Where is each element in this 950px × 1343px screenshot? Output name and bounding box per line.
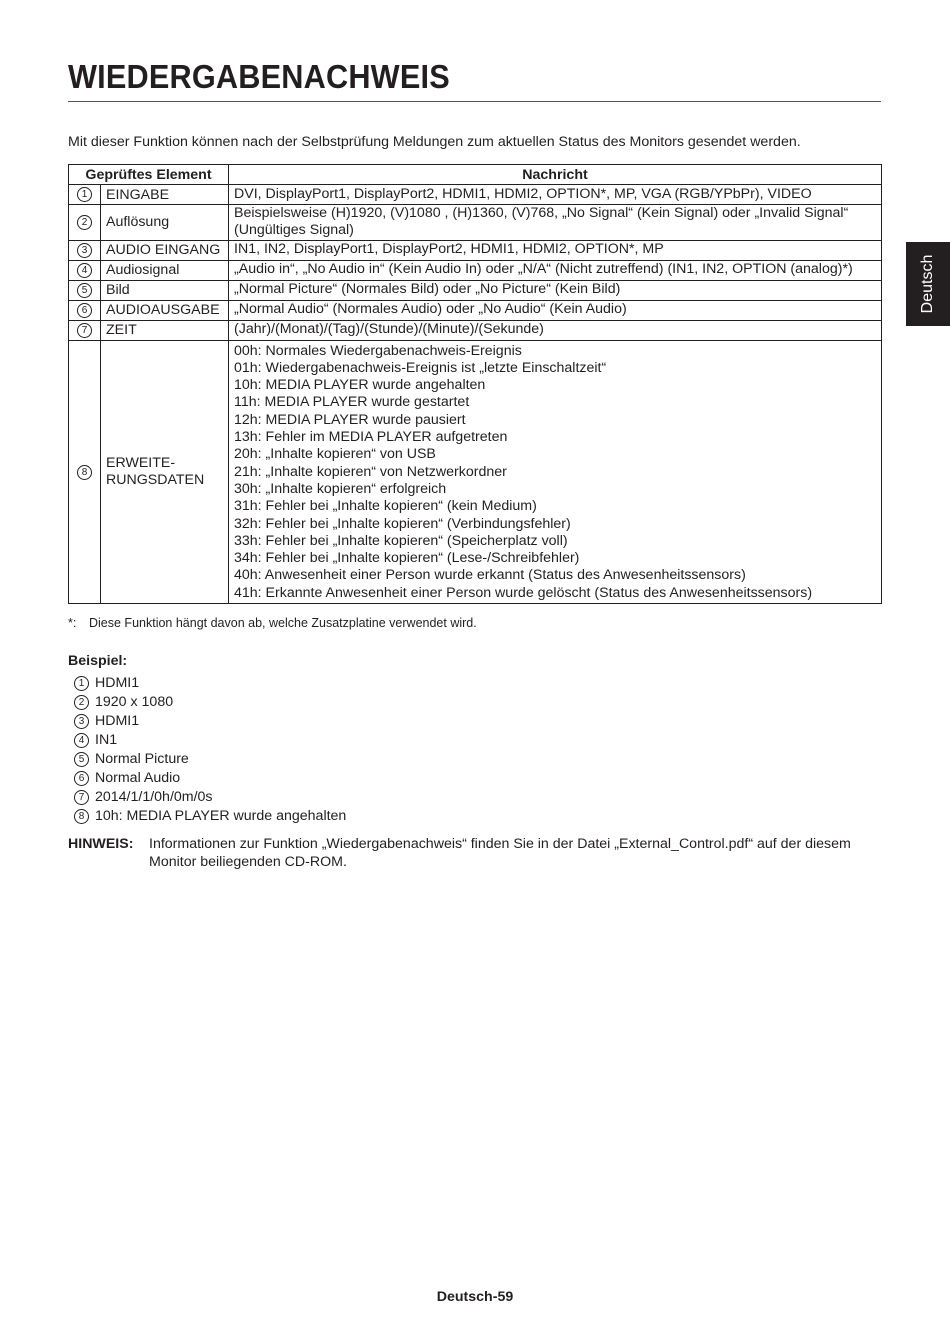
footnote-text: Diese Funktion hängt davon ab, welche Zusatzplatine verwendet wird. [89, 616, 477, 630]
list-item [74, 750, 346, 769]
row-element: Audiosignal [101, 260, 229, 280]
row-number-badge: 6 [77, 303, 92, 318]
list-item: 34h: Fehler bei „Inhalte kopieren“ (Lese-/Schreibfehler) [234, 550, 580, 567]
proof-of-play-table [68, 164, 882, 604]
row-number-badge: 8 [77, 465, 92, 480]
row-element: ERWEITE- RUNGSDATEN [101, 340, 229, 603]
list-item: 41h: Erkannte Anwesenheit einer Person wurde gelöscht (Status des Anwesenheitssensors) [234, 584, 813, 601]
row-number [69, 240, 101, 260]
language-tab [906, 242, 950, 326]
list-item: 32h: Fehler bei „Inhalte kopieren“ (Verbindungsfehler) [234, 515, 571, 532]
list-item: 30h: „Inhalte kopieren“ erfolgreich [234, 480, 447, 497]
page-title: WIEDERGABENACHWEIS [68, 58, 450, 95]
row-number [69, 320, 101, 340]
row-number-badge: 1 [77, 187, 92, 202]
item-text: Normal Picture [95, 751, 189, 767]
item-number-badge: 3 [74, 714, 89, 729]
list-item: 11h: MEDIA PLAYER wurde gestartet [234, 394, 470, 411]
list-item: 31h: Fehler bei „Inhalte kopieren“ (kein Medium) [234, 498, 537, 515]
row-message: DVI, DisplayPort1, DisplayPort2, HDMI1, HDMI2, OPTION*, MP, VGA (RGB/YPbPr), VIDEO [229, 185, 882, 205]
list-item [74, 693, 346, 712]
item-number-badge: 2 [74, 695, 89, 710]
item-text: HDMI1 [95, 713, 140, 729]
row-message: Beispielsweise (H)1920, (V)1080 , (H)1360, (V)768, „No Signal“ (Kein Signal) oder „Invalid Signal“ (Ungültiges Signal) [229, 205, 882, 241]
list-item [74, 674, 346, 693]
row-number [69, 260, 101, 280]
row-message: „Normal Audio“ (Normales Audio) oder „No Audio“ (Kein Audio) [229, 300, 882, 320]
table-row-extended [69, 340, 882, 603]
list-item [74, 769, 346, 788]
row-number-badge: 7 [77, 323, 92, 338]
row-number [69, 205, 101, 241]
extended-messages [229, 340, 882, 603]
item-number-badge: 1 [74, 676, 89, 691]
list-item: 40h: Anwesenheit einer Person wurde erkannt (Status des Anwesenheitssensors) [234, 567, 746, 584]
page-number: Deutsch-59 [436, 1289, 514, 1305]
item-text: IN1 [95, 732, 118, 748]
row-number-badge: 4 [77, 263, 92, 278]
table-row [69, 320, 882, 340]
table-row [69, 300, 882, 320]
item-number-badge: 8 [74, 809, 89, 824]
row-element: ZEIT [101, 320, 229, 340]
item-text: 10h: MEDIA PLAYER wurde angehalten [95, 808, 347, 824]
list-item [74, 731, 346, 750]
row-element: Bild [101, 280, 229, 300]
note-label: HINWEIS: [68, 836, 134, 852]
item-number-badge: 7 [74, 790, 89, 805]
row-number [69, 300, 101, 320]
list-item: 00h: Normales Wiedergabenachweis-Ereignis [234, 342, 522, 359]
list-item: 21h: „Inhalte kopieren“ von Netzwerkordner [234, 463, 507, 480]
item-number-badge: 6 [74, 771, 89, 786]
row-element: AUDIO EINGANG [101, 240, 229, 260]
note-text: Informationen zur Funktion „Wiedergabenachweis“ finden Sie in der Datei „External_Control.pdf“ auf der diesem Monitor beiliegenden CD-ROM. [149, 836, 851, 870]
row-number [69, 185, 101, 205]
row-number-badge: 5 [77, 283, 92, 298]
title-divider [68, 101, 881, 102]
language-tab-label: Deutsch [919, 254, 936, 314]
row-message: IN1, IN2, DisplayPort1, DisplayPort2, HDMI1, HDMI2, OPTION*, MP [229, 240, 882, 260]
row-message: „Normal Picture“ (Normales Bild) oder „No Picture“ (Kein Bild) [229, 280, 882, 300]
table-row [69, 260, 882, 280]
footnote [68, 616, 477, 630]
row-number-badge: 2 [77, 215, 92, 230]
list-item: 20h: „Inhalte kopieren“ von USB [234, 446, 436, 463]
row-message: (Jahr)/(Monat)/(Tag)/(Stunde)/(Minute)/(Sekunde) [229, 320, 882, 340]
item-text: Normal Audio [95, 770, 181, 786]
list-item: 01h: Wiedergabenachweis-Ereignis ist „letzte Einschaltzeit“ [234, 359, 607, 376]
table-row [69, 185, 882, 205]
table-row [69, 240, 882, 260]
row-element: Auflösung [101, 205, 229, 241]
list-item [74, 807, 346, 826]
example-list [74, 674, 346, 826]
item-number-badge: 4 [74, 733, 89, 748]
table-row [69, 280, 882, 300]
list-item: 10h: MEDIA PLAYER wurde angehalten [234, 377, 486, 394]
item-text: 1920 x 1080 [95, 694, 174, 710]
table-row [69, 205, 882, 241]
list-item: 13h: Fehler im MEDIA PLAYER aufgetreten [234, 429, 508, 446]
list-item: 12h: MEDIA PLAYER wurde pausiert [234, 411, 466, 428]
item-text: HDMI1 [95, 675, 140, 691]
intro-text: Mit dieser Funktion können nach der Selbstprüfung Meldungen zum aktuellen Status des Monitors gesendet werden. [68, 134, 801, 150]
column-header-message: Nachricht [229, 165, 882, 185]
list-item: 33h: Fehler bei „Inhalte kopieren“ (Speicherplatz voll) [234, 532, 568, 549]
row-number [69, 280, 101, 300]
item-text: 2014/1/1/0h/0m/0s [95, 789, 213, 805]
row-message: „Audio in“, „No Audio in“ (Kein Audio In) oder „N/A“ (Nicht zutreffend) (IN1, IN2, OPTION (analog)*) [229, 260, 882, 280]
list-item [74, 712, 346, 731]
item-number-badge: 5 [74, 752, 89, 767]
example-label: Beispiel: [68, 653, 128, 669]
column-header-element: Geprüftes Element [69, 165, 229, 185]
row-number [69, 340, 101, 603]
row-element: AUDIOAUSGABE [101, 300, 229, 320]
row-element: EINGABE [101, 185, 229, 205]
list-item [74, 788, 346, 807]
row-number-badge: 3 [77, 243, 92, 258]
footnote-mark: *: [68, 616, 77, 630]
